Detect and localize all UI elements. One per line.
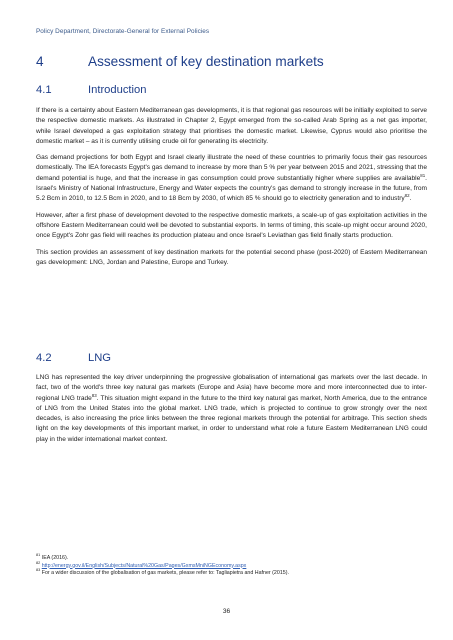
section-title: Introduction — [88, 84, 147, 96]
footnote-number: 82 — [36, 560, 41, 565]
section-title: LNG — [88, 352, 112, 364]
page-number: 36 — [222, 608, 231, 615]
footnotes — [36, 555, 427, 578]
section-heading-lng — [36, 352, 426, 364]
paragraph — [36, 373, 427, 445]
section-number: 4.1 — [36, 84, 52, 96]
chapter-title: Assessment of key destination markets — [88, 54, 324, 69]
paragraph-text: . This situation might expand in the future to the third key natural gas market, North America, due to the entrance of LNG from the United States into the global market. LNG trade, which is projected to continue to grow strongly over the next decades, is also increasing the price links between the three regional markets through the potential for arbitrage. This section sheds light on the key developments of this important market, in order to understand what role a future Eastern Mediterranean LNG could play in the wider international market context. — [36, 394, 427, 443]
lng-body — [36, 373, 427, 451]
footnote-ref[interactable]: 81 — [420, 172, 426, 178]
chapter-heading — [36, 54, 426, 69]
paragraph-text: LNG has represented the key driver underpinning the progressive globalisation of international gas markets over the last decade. In fact, two of the world's three key natural gas markets (Europe and Asia) have become more and more interconnected due to inter-regional LNG trade — [36, 374, 427, 402]
paragraph: This section provides an assessment of key destination markets for the potential second phase (post-2020) of Eastern Mediterranean gas development: LNG, Jordan and Palestine, Europe and Turkey. — [36, 248, 427, 266]
footnote-ref[interactable]: 82 — [404, 193, 410, 199]
footnote-link[interactable]: http://energy.gov.il/English/Subjects/Natural%20Gas/Pages/GxmsMniNGEconomy.aspx — [41, 562, 247, 569]
section-heading-introduction — [36, 84, 426, 96]
footnote-number: 83 — [36, 568, 41, 573]
footnote — [36, 555, 427, 563]
paragraph-text: . Israel's Ministry of National Infrastructure, Energy and Water expects the country's gas demand to strongly increase in the future, from 5.2 Bcm in 2010, to 12.5 Bcm in 2020, and to 18 Bcm by 2030, of which 85 % should go to electricity generation and to industry — [36, 174, 427, 203]
paragraph: If there is a certainty about Eastern Mediterranean gas developments, it is that regional gas resources will be initially exploited to serve the respective domestic markets. As illustrated in Chapter 2, Egypt emerged from the so-called Arab Spring as a net gas importer, while Israel developed a gas exploitation strategy that prioritises the domestic market. Likewise, Cyprus would also prioritise the domestic market – as it is currently utilising crude oil for generating its electricity. — [36, 107, 427, 145]
running-header: Policy Department, Directorate-General for External Policies — [36, 28, 210, 35]
paragraph: However, after a first phase of development devoted to the respective domestic markets, a scale-up of gas exploitation activities in the offshore Eastern Mediterranean could well be devoted to substantial exports. In terms of timing, this scale-up might occur around 2020, once Egypt's Zohr gas field will reaches its production plateau and once Israel's Leviathan gas field finally starts production. — [36, 211, 427, 240]
footnote-text: For a wider discussion of the globalisation of gas markets, please refer to: Tagliapietra and Hafner (2015). — [41, 570, 289, 577]
chapter-number: 4 — [36, 54, 44, 69]
footnote — [36, 570, 427, 578]
paragraph-text: Gas demand projections for both Egypt and Israel clearly illustrate the need of these countries to primarily focus their gas resources domestically. The IEA forecasts Egypt's gas demand to increase by more than 5 % per year between 2015 and 2021, stressing that the demand potential is huge, and that the increase in gas consumption could prove substantially higher where supplies are available — [36, 154, 427, 182]
section-number: 4.2 — [36, 352, 52, 364]
footnote-number: 81 — [36, 553, 41, 558]
footnote-text: IEA (2016). — [41, 555, 69, 561]
introduction-body — [36, 106, 427, 274]
paragraph-text: . — [409, 195, 412, 203]
paragraph — [36, 153, 427, 204]
footnote-ref[interactable]: 83 — [91, 392, 97, 398]
